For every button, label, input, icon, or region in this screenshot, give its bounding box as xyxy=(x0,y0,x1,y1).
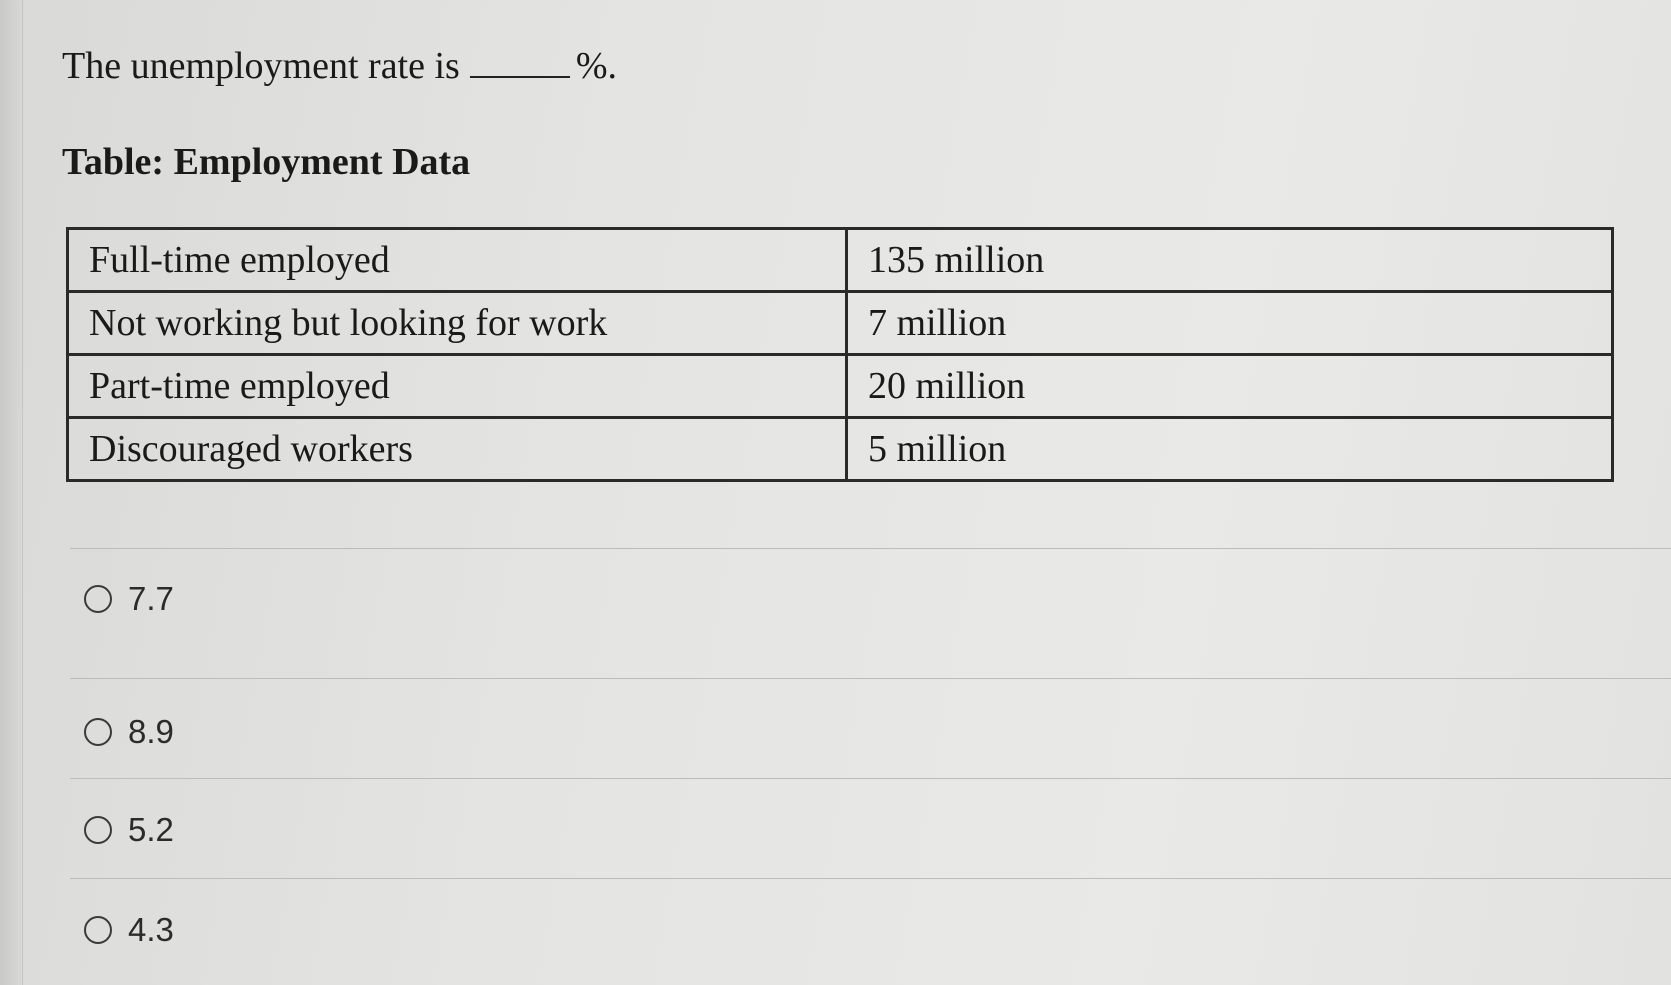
question-text xyxy=(62,44,617,88)
table-row xyxy=(68,418,1613,481)
page-left-edge xyxy=(0,0,23,985)
question-suffix: %. xyxy=(575,45,617,87)
question-prefix: The unemployment rate is xyxy=(62,45,460,87)
table-cell-value: 5 million xyxy=(847,418,1613,481)
option-divider xyxy=(70,778,1671,779)
table-row xyxy=(68,229,1613,292)
answer-blank xyxy=(470,46,570,78)
radio-button[interactable] xyxy=(84,916,112,944)
table-row xyxy=(68,355,1613,418)
table-cell-label: Part-time employed xyxy=(68,355,847,418)
table-cell-value: 135 million xyxy=(847,229,1613,292)
option-label: 5.2 xyxy=(128,811,174,848)
answer-option-7-7[interactable] xyxy=(84,580,174,618)
table-cell-label: Full-time employed xyxy=(68,229,847,292)
answer-option-4-3[interactable] xyxy=(84,911,174,949)
option-divider xyxy=(70,878,1671,879)
table-cell-value: 20 million xyxy=(847,355,1613,418)
employment-data-table xyxy=(66,227,1614,482)
option-label: 4.3 xyxy=(128,911,174,948)
table-cell-label: Not working but looking for work xyxy=(68,292,847,355)
answer-option-8-9[interactable] xyxy=(84,713,174,751)
option-label: 7.7 xyxy=(128,580,174,617)
option-label: 8.9 xyxy=(128,713,174,750)
table-row xyxy=(68,292,1613,355)
answer-option-5-2[interactable] xyxy=(84,811,174,849)
option-divider xyxy=(70,548,1671,549)
radio-button[interactable] xyxy=(84,816,112,844)
table-title: Table: Employment Data xyxy=(62,141,471,183)
table-cell-value: 7 million xyxy=(847,292,1613,355)
radio-button[interactable] xyxy=(84,718,112,746)
option-divider xyxy=(70,678,1671,679)
radio-button[interactable] xyxy=(84,585,112,613)
table-cell-label: Discouraged workers xyxy=(68,418,847,481)
